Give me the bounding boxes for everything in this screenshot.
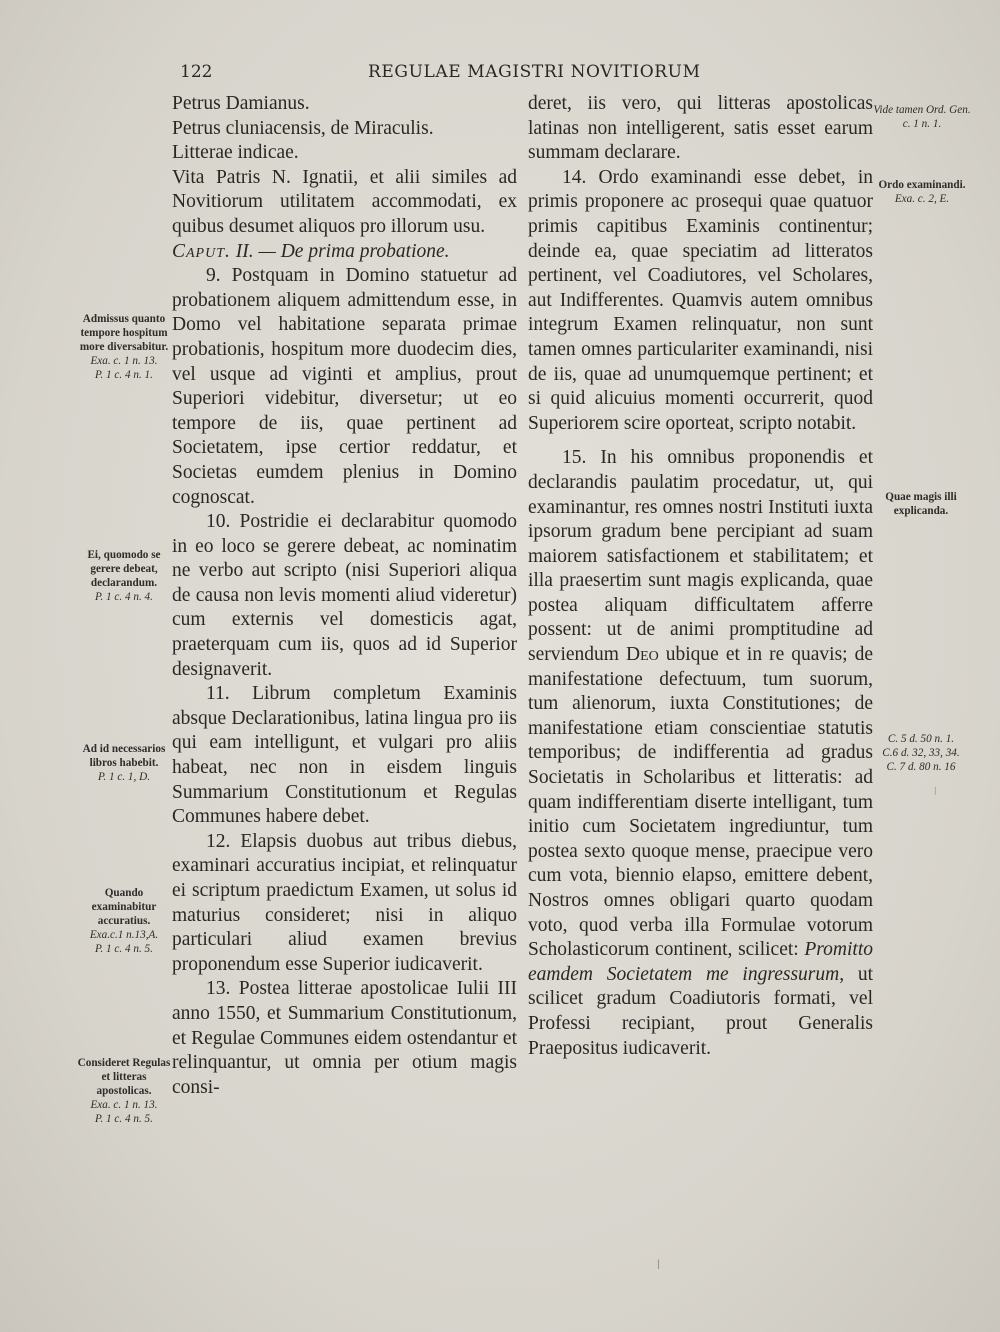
paragraph-13-continued: deret, iis vero, qui litteras apostolicas latinas non intelligerent, satis esset earum summam declarare. bbox=[528, 93, 873, 164]
margin-note-ref: C. 7 d. 80 n. 16 bbox=[886, 761, 956, 773]
margin-note-left bbox=[76, 886, 172, 956]
paragraph-13: 13. Postea litterae apostolicae Iulii III anno 1550, et Summarium Constitutionum, et Regulae Communes eidem ostendantur et relinquantur, ut omnia per otium magis consi- bbox=[172, 978, 517, 1098]
margin-note-text: Consideret Regulas et litteras apostolicas. bbox=[77, 1057, 171, 1097]
ink-mark: ǀ bbox=[657, 1258, 660, 1273]
margin-note-text: Ad id necessarios libros habebit. bbox=[82, 743, 166, 769]
margin-note-ref: Exa.c.1 n.13,A. bbox=[89, 929, 159, 941]
left-text-column bbox=[172, 92, 517, 1100]
margin-note-ref: P. 1 c. 4 n. 5. bbox=[95, 943, 153, 955]
margin-note-ref: P. 1 c. 1, D. bbox=[98, 771, 150, 783]
margin-note-ref: Exa. c. 1 n. 13. bbox=[90, 355, 158, 367]
list-item: Petrus cluniacensis, de Miraculis. bbox=[172, 117, 434, 139]
margin-note-ref: P. 1 c. 4 n. 4. bbox=[95, 591, 153, 603]
margin-note-ref: C. 5 d. 50 n. 1. bbox=[887, 733, 955, 745]
margin-note-ref: P. 1 c. 4 n. 5. bbox=[95, 1113, 153, 1125]
margin-note-right bbox=[872, 103, 972, 131]
chapter-heading bbox=[172, 240, 517, 265]
list-item: Petrus Damianus. bbox=[172, 93, 310, 114]
margin-note-text: Admissus quanto tempore hospitum more diversabitur. bbox=[79, 313, 169, 353]
paragraph-15-part-a: 15. In his omnibus proponendis et declarandis paulatim procedatur, ut, qui examinantur, res omnes nostri Instituti iuxta ipsorum gradum bene percipiant ad suam maiorem satisfactionem et stabilitatem; et illa praesertim sunt magis explicanda, quae postea aliquam difficultatem afferre possent: ut de animi promptitudine ad serviendum bbox=[528, 447, 873, 666]
margin-note-text: Ei, quomodo se gerere debeat, declarandum. bbox=[87, 549, 161, 589]
page-number: 122 bbox=[180, 62, 213, 82]
margin-note-left bbox=[76, 742, 172, 784]
page-header bbox=[0, 58, 1000, 88]
deo-smallcaps: Deo bbox=[626, 644, 659, 666]
margin-note-text: Quae magis illi explicanda. bbox=[885, 491, 957, 517]
margin-note-text: Ordo examinandi. bbox=[878, 179, 966, 191]
paragraph-14: 14. Ordo examinandi esse debet, in primis proponere ac prosequi quae quatuor primis capitibus Examinis continentur; deinde ea, quae speciatim ad litteratos pertinent, vel Coadiutores, vel Scholares, aut Indifferentes. Quamvis autem omnibus integrum Examen relinquatur, non sunt tamen omnes particulariter examinandi, nisi de iis, quae ad unumquemque pertinent; et si quid alicuius momenti occurrerit, quod Superiorem scire oporteat, scripto notabit. bbox=[528, 166, 873, 434]
paragraph-15-part-b: ubique et in re quavis; de manifestatione defectuum, tum suorum, tum alienorum, iuxta Constitutiones; de manifestatione etiam conscientiae statutis temporibus; de indifferentia ad gradus Societatis in Scholaribus et litteratis: ad quam indifferentiam diserte intelligant, tum initio cum Societatem ingrediuntur, tum postea sexto quoque mense, praecipue vero cum vota, biennio elapso, emittere debent, Nostros omnes obligari quarto quodam voto, quod verba illa Formulae votorum Scholasticorum continent, scilicet: bbox=[528, 644, 874, 961]
paragraph-10: 10. Postridie ei declarabitur quomodo in eo loco se gerere debeat, ac nominatim ne verbo aut scripto (nisi Superiori aliqua de causa non levis momenti aliud videretur) cum externis vel domesticis agat, praeterquam cum iis, quos ad id Superior designaverit. bbox=[172, 511, 517, 680]
ink-mark: ǀ bbox=[934, 784, 937, 798]
paragraph-11: 11. Librum completum Examinis absque Declarationibus, latina lingua pro iis qui eam intelligunt, et vulgari pro aliis habeat, nec non in eisdem linguis Summarium Constitutionum et Regulas Communes habere debet. bbox=[172, 683, 517, 828]
margin-note-ref: Exa. c. 1 n. 13. bbox=[90, 1099, 158, 1111]
margin-note-left bbox=[76, 548, 172, 604]
margin-note-ref: Exa. c. 2, E. bbox=[894, 193, 950, 205]
right-text-column bbox=[528, 92, 873, 1061]
margin-note-ref: P. 1 c. 4 n. 1. bbox=[95, 369, 153, 381]
margin-note-right bbox=[866, 732, 976, 774]
vow-quotation: Promitto eamdem Societatem me ingressurum, bbox=[528, 939, 873, 985]
list-item: Vita Patris N. Ignatii, et alii similes ad Novitiorum utilitatem accommodati, ex quibus desumet aliquos pro illorum usu. bbox=[172, 166, 517, 237]
chapter-label: Caput. bbox=[172, 240, 231, 262]
paragraph-12: 12. Elapsis duobus aut tribus diebus, examinari accuratius incipiat, et relinquatur ei scriptum praedictum Examen, ut solus id maturius consideret; nisi in aliquo particulari aliud examen brevius proponendum esse Superior iudicaverit. bbox=[172, 830, 517, 975]
margin-note-text: Quando examinabitur accuratius. bbox=[91, 887, 157, 927]
margin-note-left bbox=[76, 1056, 172, 1126]
margin-note-right bbox=[872, 178, 972, 206]
running-title: REGULAE MAGISTRI NOVITIORUM bbox=[368, 62, 701, 82]
margin-note-right bbox=[866, 490, 976, 518]
list-item: Litterae indicae. bbox=[172, 142, 299, 164]
chapter-title: II. — De prima probatione. bbox=[235, 240, 450, 262]
paragraph-15-part-c: ut scilicet gradum Coadiutoris formati, vel Professi recipiant, prout Generalis Praepositus iudicaverit. bbox=[528, 963, 873, 1059]
paragraph-15 bbox=[528, 446, 873, 1061]
margin-note-left bbox=[76, 312, 172, 382]
margin-note-ref: C.6 d. 32, 33, 34. bbox=[882, 747, 960, 759]
paragraph-9: 9. Postquam in Domino statuetur ad probationem aliquem admittendum esse, in Domo vel habitatione separata primae probationis, hospitum more duodecim dies, vel usque ad viginti et amplius, prout Superiori videbitur, diversetur; ut eo tempore de iis, quae pertinent ad Societatem, ipse certior reddatur, et Societas eumdem plenius in Domino cognoscat. bbox=[172, 265, 517, 508]
margin-note-text: Vide tamen Ord. Gen. c. 1 n. 1. bbox=[873, 104, 971, 130]
